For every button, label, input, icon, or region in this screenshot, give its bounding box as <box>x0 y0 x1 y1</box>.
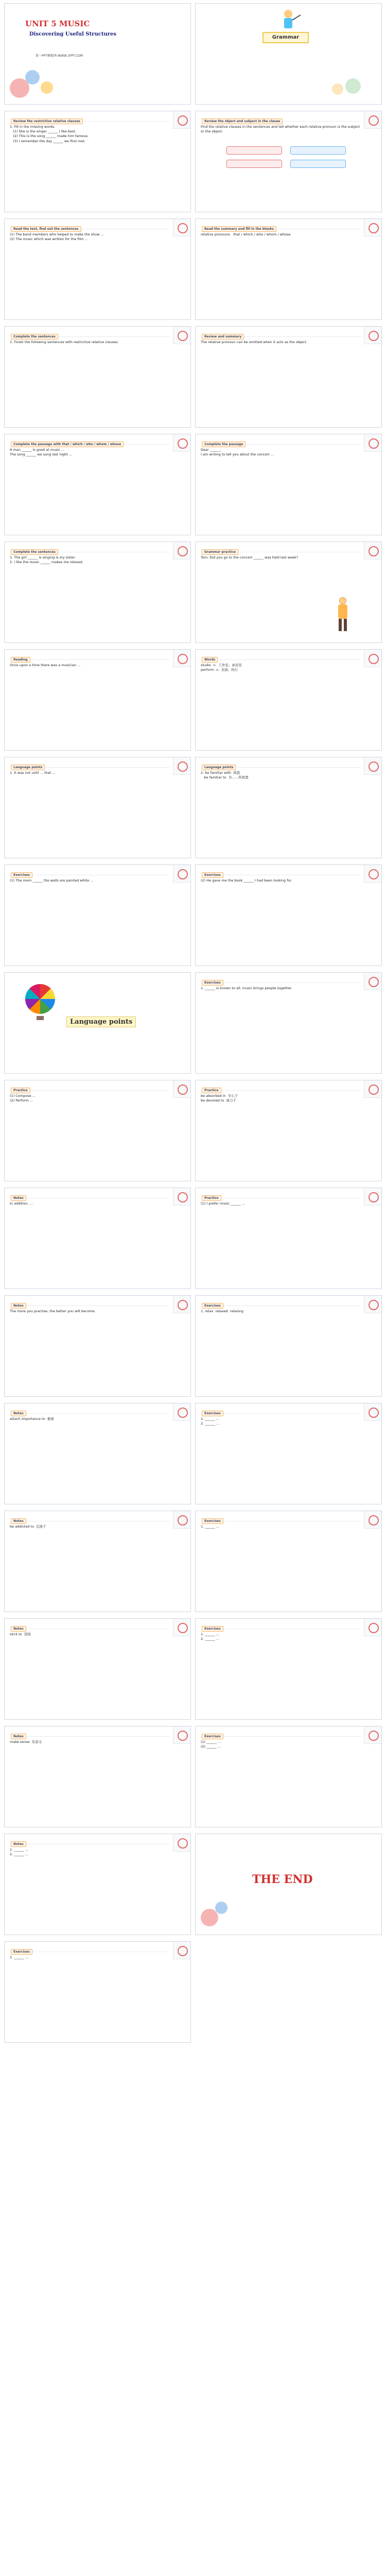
slide-header-label: Complete the sentences <box>11 334 58 340</box>
slide-header-label: Complete the passage <box>202 442 245 447</box>
slide-2 <box>195 3 382 105</box>
slide-header <box>202 1191 361 1198</box>
slide-header <box>202 330 361 337</box>
slide-header-label: Exercises <box>202 1518 223 1524</box>
slide-header <box>11 760 170 768</box>
slide-body: attach importance to 重视 <box>10 1417 54 1421</box>
slide-header <box>11 1945 170 1952</box>
slide-header-label: Exercises <box>202 1303 223 1309</box>
decorative-circle <box>25 70 40 84</box>
slide-title: UNIT 5 MUSIC <box>25 19 90 28</box>
slide-header <box>11 868 170 875</box>
slide-7 <box>4 326 191 428</box>
slide-header-label: Complete the passage with that / which / who / whom / whose <box>11 442 124 447</box>
decorative-circle <box>345 78 361 94</box>
slide-body: (1) I prefer music ______ ... <box>201 1201 245 1206</box>
concept-boxes <box>226 131 350 188</box>
slide-27 <box>4 1403 191 1504</box>
slide-23 <box>4 1188 191 1289</box>
slide-title: THE END <box>252 1873 313 1886</box>
slide-14 <box>195 649 382 751</box>
slide-header-label: Review and summary <box>202 334 244 340</box>
corner-ornament-icon <box>173 1403 190 1421</box>
slide-36 <box>195 1834 382 1935</box>
decorative-dots <box>201 1899 283 1929</box>
slide-header-label: Notes <box>11 1195 26 1201</box>
slide-body: 1. It was not until ... that ... <box>10 771 56 775</box>
slide-header-label: Read the text, find out the sentences <box>11 226 81 232</box>
slide-body: make sense 有意义 <box>10 1740 42 1744</box>
slide-header-label: Notes <box>11 1411 26 1416</box>
corner-ornament-icon <box>173 1942 190 1959</box>
slide-header <box>11 437 170 445</box>
decorative-circle <box>201 1909 218 1926</box>
slide-header <box>202 653 361 660</box>
corner-ornament-icon <box>364 1403 381 1421</box>
slide-body: relative pronouns that / which / who / whom / whose <box>201 232 291 236</box>
slide-header-label: Exercises <box>202 872 223 878</box>
slide-body: 1. ______ ... 2. ______ ... <box>201 1632 220 1641</box>
corner-ornament-icon <box>173 1619 190 1636</box>
slide-header-label: Practice <box>11 1088 30 1093</box>
slide-body: 2. be familiar with 熟悉 be familiar to 为……所熟悉 <box>201 771 249 780</box>
slide-16 <box>195 757 382 858</box>
slide-body: be absorbed in 专心于 be devoted to 致力于 <box>201 1094 238 1103</box>
slide-header-label: Notes <box>11 1518 26 1524</box>
slide-header-label: Notes <box>11 1626 26 1632</box>
slide-body: 1. relax relaxed relaxing <box>201 1309 244 1313</box>
slide-body: The relative pronoun can be omitted when it acts as the object. <box>201 340 307 344</box>
corner-ornament-icon <box>364 973 381 990</box>
slide-body: stick to 坚持 <box>10 1632 31 1636</box>
cartoon-figure-icon <box>330 597 356 633</box>
slide-header-label: Exercises <box>202 1734 223 1739</box>
slide-25 <box>4 1295 191 1397</box>
hot-air-balloon-icon <box>25 984 55 1020</box>
slide-32 <box>195 1618 382 1720</box>
slide-header <box>202 1299 361 1306</box>
corner-ornament-icon <box>364 219 381 236</box>
slide-29 <box>4 1511 191 1612</box>
slide-header-label: Practice <box>202 1088 221 1093</box>
slide-header <box>11 330 170 337</box>
slide-body: (1) ______ ... (2) ______ ... <box>201 1740 221 1749</box>
concept-box <box>290 146 346 155</box>
slide-header-label: Notes <box>11 1841 26 1847</box>
slide-header <box>202 760 361 768</box>
corner-ornament-icon <box>364 1726 381 1744</box>
slide-28 <box>195 1403 382 1504</box>
decorative-circle <box>332 83 343 95</box>
slide-header-label: Review the object and subject in the clause <box>202 118 283 124</box>
slide-title: Grammar <box>262 32 309 43</box>
slide-body: The more you practise, the better you will become. <box>10 1309 96 1313</box>
slide-header <box>11 1299 170 1306</box>
slide-header <box>11 1622 170 1629</box>
corner-ornament-icon <box>173 1726 190 1744</box>
slide-37 <box>4 1941 191 2043</box>
slide-22 <box>195 1080 382 1181</box>
slide-8 <box>195 326 382 428</box>
slide-header <box>11 1191 170 1198</box>
slide-13 <box>4 649 191 751</box>
slide-body: studio n. 工作室；录音室 perform v. 表演；执行 <box>201 663 242 672</box>
corner-ornament-icon <box>173 865 190 883</box>
slide-body: 1. Finish the following sentences with restrictive relative clauses. <box>10 340 119 344</box>
slide-header-label: Language points <box>11 765 45 770</box>
slide-header <box>202 1514 361 1521</box>
corner-ornament-icon <box>173 1834 190 1852</box>
slide-11 <box>4 541 191 643</box>
musician-illustration <box>273 9 304 35</box>
corner-ornament-icon <box>364 757 381 775</box>
slide-header-label: Exercises <box>11 1949 32 1955</box>
slide-33 <box>4 1726 191 1827</box>
concept-box <box>290 160 346 168</box>
slide-body: 1. ______ is known to all, music brings people together. <box>201 986 292 990</box>
slide-body: (2) He gave me the book ______ I had been looking for. <box>201 878 292 883</box>
slide-12 <box>195 541 382 643</box>
slide-header <box>11 114 170 122</box>
corner-ornament-icon <box>173 1080 190 1098</box>
slide-body: 1. ______ ... 2. ______ ... <box>10 1848 29 1857</box>
slide-body: Tom: Did you go to the concert ______ was held last week? <box>201 555 299 560</box>
slide-header <box>202 114 361 122</box>
corner-ornament-icon <box>173 1188 190 1206</box>
slide-header <box>202 868 361 875</box>
slide-6 <box>195 218 382 320</box>
slide-header-label: Review the restrictive relative clauses <box>11 118 83 124</box>
slide-body: (1) The room ______ the walls are painted white ... <box>10 878 94 883</box>
slide-header-label: Exercises <box>11 872 32 878</box>
slide-body: (1) The band members who helped to make the show ... (2) The music which was written for the film ... <box>10 232 104 242</box>
slide-header-label: Exercises <box>202 1626 223 1632</box>
slide-header <box>202 1083 361 1091</box>
slide-26 <box>195 1295 382 1397</box>
slide-24 <box>195 1188 382 1289</box>
decorative-dots <box>278 68 361 99</box>
concept-box <box>226 160 282 168</box>
slide-15 <box>4 757 191 858</box>
slide-header-label: Practice <box>202 1195 221 1201</box>
slide-header-label: Exercises <box>202 1411 223 1416</box>
corner-ornament-icon <box>173 650 190 667</box>
slide-3 <box>4 111 191 212</box>
slide-header <box>202 1406 361 1414</box>
corner-ornament-icon <box>364 865 381 883</box>
slide-body: 1. ______ ... <box>10 1955 29 1959</box>
slide-body: 1. ______ ... <box>201 1524 220 1529</box>
slide-5 <box>4 218 191 320</box>
corner-ornament-icon <box>173 757 190 775</box>
slide-35 <box>4 1834 191 1935</box>
decorative-dots <box>10 68 92 99</box>
slide-header-label: Exercises <box>202 980 223 986</box>
slide-header <box>11 222 170 229</box>
slide-30 <box>195 1511 382 1612</box>
slide-header-label: Grammar practice <box>202 549 238 555</box>
corner-ornament-icon <box>364 1080 381 1098</box>
slide-header <box>202 1622 361 1629</box>
corner-ornament-icon <box>173 434 190 452</box>
slide-31 <box>4 1618 191 1720</box>
slide-header <box>11 1514 170 1521</box>
corner-ornament-icon <box>173 327 190 344</box>
slide-header-label: Notes <box>11 1303 26 1309</box>
corner-ornament-icon <box>173 1511 190 1529</box>
slide-header-label: Words <box>202 657 218 663</box>
slide-body: 1. The girl ______ is singing is my sister. 2. I like the music ______ makes me relaxed. <box>10 555 83 565</box>
slide-34 <box>195 1726 382 1827</box>
slide-header <box>11 1837 170 1844</box>
slide-header-label: Language points <box>202 765 236 770</box>
slide-10 <box>195 434 382 535</box>
corner-ornament-icon <box>364 434 381 452</box>
corner-ornament-icon <box>364 542 381 560</box>
slide-9 <box>4 434 191 535</box>
slide-body: 1. Fill in the missing words. (1) She is the singer ______ I like best. (2) This is the song ______ made him famous. (3) I remember the day ______ we first met. <box>10 125 89 143</box>
corner-ornament-icon <box>173 1296 190 1313</box>
slide-21 <box>4 1080 191 1181</box>
slide-header-label: Read the summary and fill in the blanks <box>202 226 276 232</box>
slide-header-label: Notes <box>11 1734 26 1739</box>
slide-header <box>11 1083 170 1091</box>
corner-ornament-icon <box>364 111 381 129</box>
slide-18 <box>195 865 382 966</box>
decorative-circle <box>215 1902 227 1914</box>
concept-box <box>226 146 282 155</box>
slide-body: Find the relative clauses in the sentences and tell whether each relative pronoun is the subject or the object. <box>201 125 361 134</box>
slide-header <box>11 1730 170 1737</box>
slide-header <box>11 653 170 660</box>
slide-body: In addition, ... <box>10 1201 33 1206</box>
corner-ornament-icon <box>364 1511 381 1529</box>
slide-header <box>202 1730 361 1737</box>
corner-ornament-icon <box>364 1296 381 1313</box>
slide-19 <box>4 972 191 1074</box>
slide-footer: 第一PPT模板网-WWW.1PPT.COM <box>36 54 83 58</box>
slide-header-label: Complete the sentences <box>11 549 58 555</box>
corner-ornament-icon <box>364 327 381 344</box>
slide-body: A man ______ is good at music ... The song ______ we sang last night ... <box>10 448 73 457</box>
slide-1 <box>4 3 191 105</box>
slide-header <box>11 545 170 552</box>
slide-4 <box>195 111 382 212</box>
corner-ornament-icon <box>173 219 190 236</box>
slide-header <box>202 437 361 445</box>
slide-body: be addicted to 沉迷于 <box>10 1524 46 1529</box>
slide-body: Once upon a time there was a musician ... <box>10 663 81 667</box>
decorative-circle <box>41 81 53 94</box>
corner-ornament-icon <box>364 1619 381 1636</box>
slide-header-label: Reading <box>11 657 30 663</box>
slide-20 <box>195 972 382 1074</box>
corner-ornament-icon <box>364 1188 381 1206</box>
corner-ornament-icon <box>173 542 190 560</box>
slide-title: Language points <box>66 1016 136 1027</box>
slide-body: (1) Compose ... (2) Perform ... <box>10 1094 36 1103</box>
slide-subtitle: Discovering Useful Structures <box>29 31 117 37</box>
slide-header <box>202 545 361 552</box>
slide-header <box>11 1406 170 1414</box>
slide-header <box>202 222 361 229</box>
corner-ornament-icon <box>364 650 381 667</box>
slide-body: 1. ______ ... 2. ______ ... <box>201 1417 220 1426</box>
slide-17 <box>4 865 191 966</box>
slide-body: Dear ______, I am writing to tell you about the concert ... <box>201 448 274 457</box>
corner-ornament-icon <box>173 111 190 129</box>
slide-header <box>202 976 361 983</box>
